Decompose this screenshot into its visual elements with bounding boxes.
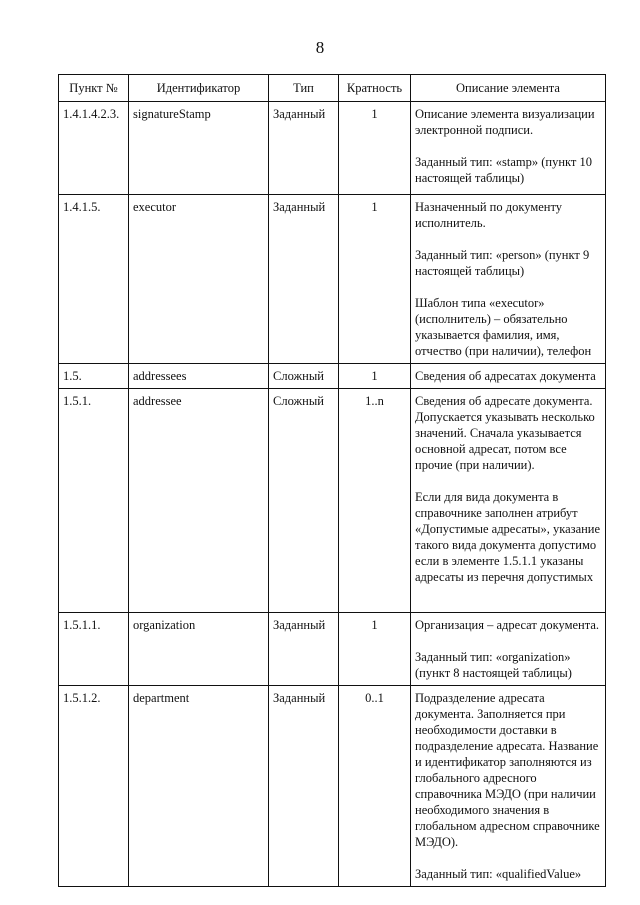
element-type: Заданный xyxy=(269,102,339,195)
description-paragraph: Назначенный по документу исполнитель. xyxy=(415,200,563,230)
description xyxy=(411,389,606,613)
description-paragraph: Заданный тип: «organization» (пункт 8 настоящей таблицы) xyxy=(415,650,572,680)
description xyxy=(411,613,606,686)
table-row xyxy=(59,389,606,613)
table-row xyxy=(59,686,606,887)
description-paragraph: Шаблон типа «executor» (исполнитель) – обязательно указывается фамилия, имя, отчество (при наличии), телефон xyxy=(415,296,592,358)
description xyxy=(411,195,606,364)
item-number: 1.4.1.5. xyxy=(59,195,129,364)
page-number: 8 xyxy=(315,38,325,57)
identifier: organization xyxy=(129,613,269,686)
table-row xyxy=(59,195,606,364)
element-type: Заданный xyxy=(269,195,339,364)
table-header-row xyxy=(59,75,606,102)
header-identifier: Идентификатор xyxy=(129,75,269,102)
header-description: Описание элемента xyxy=(411,75,606,102)
table-row xyxy=(59,364,606,389)
item-number: 1.5. xyxy=(59,364,129,389)
header-multiplicity: Кратность xyxy=(339,75,411,102)
description xyxy=(411,102,606,195)
multiplicity: 1 xyxy=(339,364,411,389)
item-number: 1.4.1.4.2.3. xyxy=(59,102,129,195)
description-paragraph: Сведения об адресатах документа xyxy=(415,369,596,383)
table-row xyxy=(59,613,606,686)
description xyxy=(411,364,606,389)
identifier: department xyxy=(129,686,269,887)
identifier: executor xyxy=(129,195,269,364)
element-type: Сложный xyxy=(269,389,339,613)
identifier: signatureStamp xyxy=(129,102,269,195)
description-paragraph: Заданный тип: «stamp» (пункт 10 настоящей таблицы) xyxy=(415,155,593,185)
description-paragraph: Сведения об адресате документа. Допускается указывать несколько значений. Сначала указывается основной адресат, потом все прочие (при наличии). xyxy=(415,394,595,472)
item-number: 1.5.1.1. xyxy=(59,613,129,686)
description-paragraph: Если для вида документа в справочнике заполнен атрибут «Допустимые адресаты», указание такого вида документа допустимо если в элементе 1.5.1.1 указаны адресаты из перечня допустимых xyxy=(415,490,601,584)
multiplicity: 1..n xyxy=(339,389,411,613)
identifier: addressee xyxy=(129,389,269,613)
item-number: 1.5.1. xyxy=(59,389,129,613)
element-type: Заданный xyxy=(269,613,339,686)
item-number: 1.5.1.2. xyxy=(59,686,129,887)
description-paragraph: Заданный тип: «qualifiedValue» xyxy=(415,867,582,881)
description xyxy=(411,686,606,887)
multiplicity: 1 xyxy=(339,195,411,364)
element-type: Заданный xyxy=(269,686,339,887)
header-type: Тип xyxy=(269,75,339,102)
description-paragraph: Описание элемента визуализации электронной подписи. xyxy=(415,107,595,137)
element-type: Сложный xyxy=(269,364,339,389)
description-paragraph: Подразделение адресата документа. Заполняется при необходимости доставки в подразделение адресата. Название и идентификатор заполняются из глобального адресного справочника МЭДО (при наличии необходимого значения в глобальном адресном справочнике МЭДО). xyxy=(415,691,600,849)
table-row xyxy=(59,102,606,195)
identifier: addressees xyxy=(129,364,269,389)
elements-table xyxy=(58,74,606,887)
multiplicity: 1 xyxy=(339,613,411,686)
header-item-number: Пункт № xyxy=(59,75,129,102)
multiplicity: 1 xyxy=(339,102,411,195)
description-paragraph: Организация – адресат документа. xyxy=(415,618,600,632)
description-paragraph: Заданный тип: «person» (пункт 9 настоящей таблицы) xyxy=(415,248,590,278)
multiplicity: 0..1 xyxy=(339,686,411,887)
